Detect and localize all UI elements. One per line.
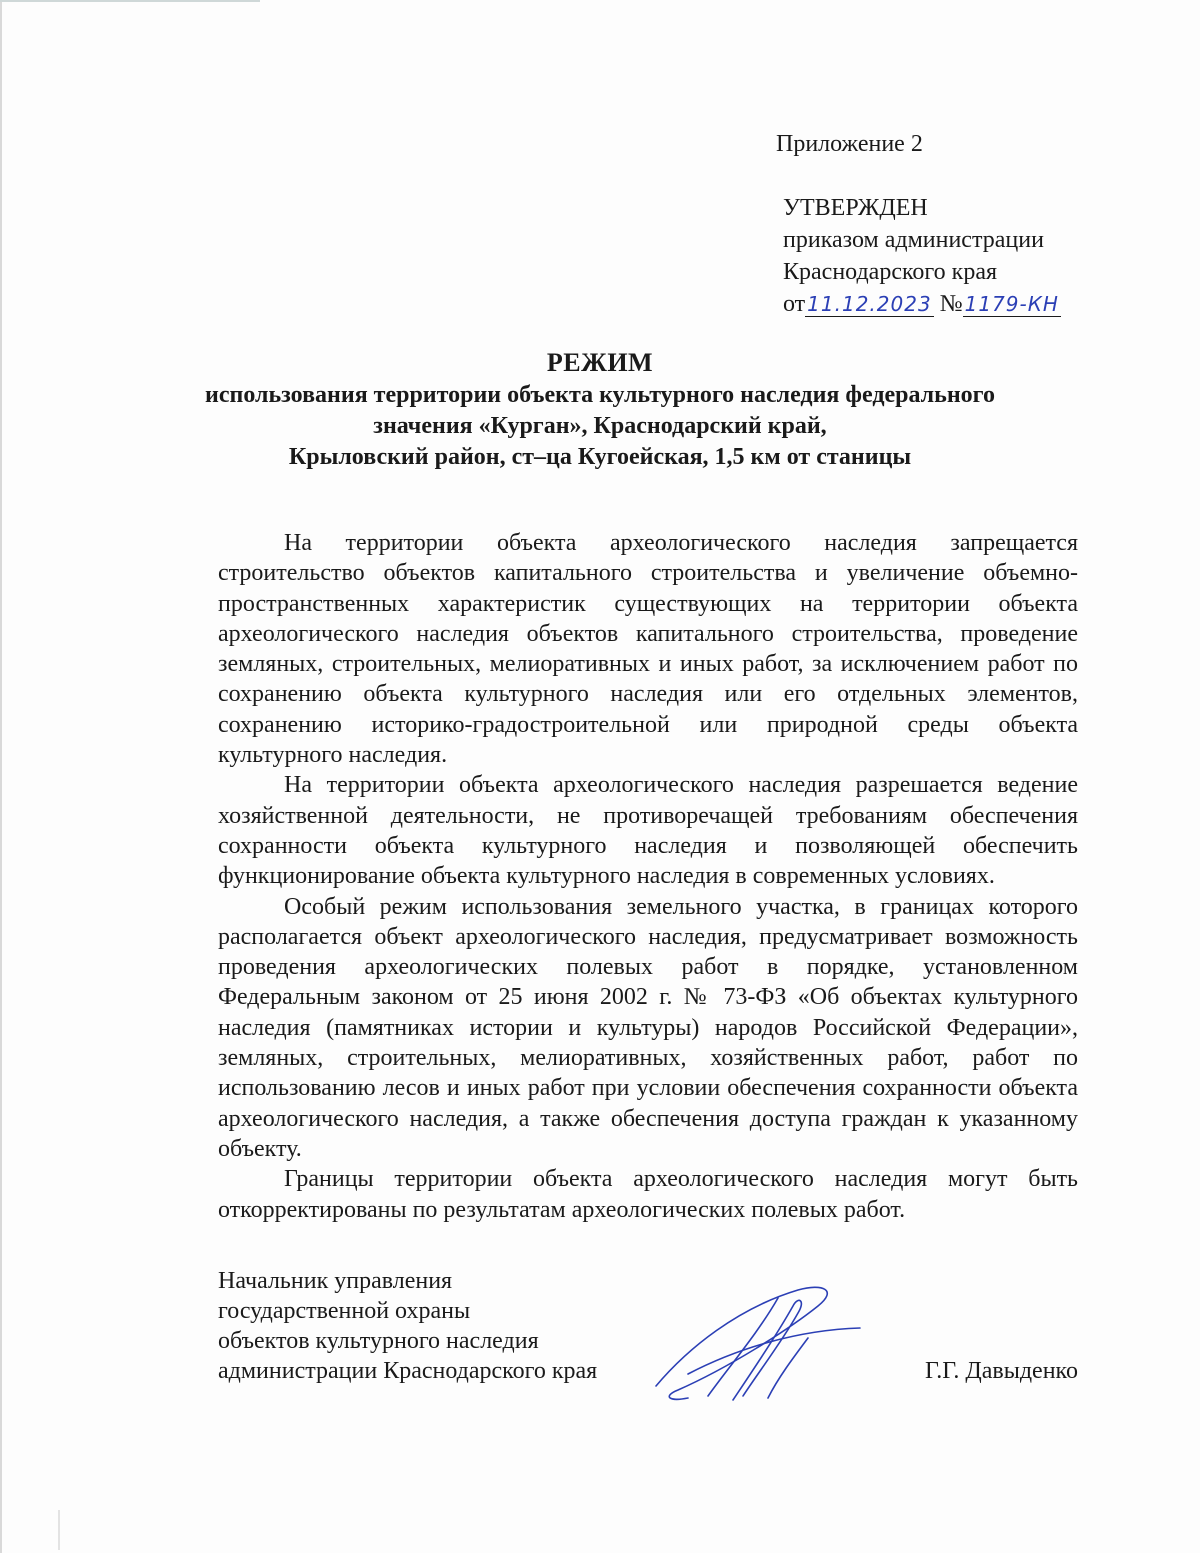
title-line-2: значения «Курган», Краснодарский край, <box>373 413 827 439</box>
signer-position <box>218 1266 597 1386</box>
position-line-1: Начальник управления <box>218 1268 453 1294</box>
signer-name: Г.Г. Давыденко <box>925 1358 1078 1384</box>
body-paragraph-2: На территории объекта археологического наследия разрешается ведение хозяйственной деятельности, не противоречащей требованиям обеспечения сохранности объекта культурного наследия и позволяющей обеспечить функционирование объекта культурного наследия в современных условиях. <box>218 772 1078 890</box>
body-paragraph-4: Границы территории объекта археологического наследия могут быть откорректированы по результатам археологических полевых работ. <box>218 1166 1078 1223</box>
approval-block <box>776 128 1061 320</box>
approval-line-1: приказом администрации <box>783 227 1044 253</box>
annex-label: Приложение 2 <box>776 131 923 157</box>
body-paragraph-1: На территории объекта археологического наследия запрещается строительство объектов капитального строительства и увеличение объемно-пространственных характеристик существующих на территории объекта археологического наследия объектов капитального строительства, проведение земляных, строительных, мелиоративных и иных работ, за исключением работ по сохранению объекта культурного наследия или его отдельных элементов, сохранению историко-градостроительной или природной среды объекта культурного наследия. <box>218 530 1078 769</box>
position-line-3: объектов культурного наследия <box>218 1328 539 1354</box>
number-prefix: № <box>939 291 963 317</box>
position-line-4: администрации Краснодарского края <box>218 1358 598 1384</box>
order-number: 1179-КН <box>964 292 1059 316</box>
approved-stamp-text: УТВЕРЖДЕН <box>783 195 928 221</box>
scan-edge <box>0 0 2 1553</box>
handwritten-signature <box>648 1278 868 1408</box>
document-body <box>218 528 1078 1225</box>
approval-date-line <box>783 288 1061 320</box>
signature-block <box>218 1266 1078 1416</box>
document-title <box>200 347 1000 473</box>
approval-line-2: Краснодарского края <box>783 259 998 285</box>
body-paragraph-3: Особый режим использования земельного участка, в границах которого располагается объект археологического наследия, предусматривает возможность проведения археологических полевых работ в порядке, установленном Федеральным законом от 25 июня 2002 г. № 73-ФЗ «Об объектах культурного наследия (памятниках истории и культуры) народов Российской Федерации», земляных, строительных, мелиоративных, хозяйственных работ, работ по использованию лесов и иных работ при условии обеспечения сохранности объекта археологического наследия, а также обеспечения доступа граждан к указанному объекту. <box>218 893 1078 1162</box>
title-main: РЕЖИМ <box>546 348 654 377</box>
title-line-3: Крыловский район, ст–ца Кугоейская, 1,5 км от станицы <box>288 444 912 470</box>
order-date: 11.12.2023 <box>807 292 932 316</box>
scan-artifact <box>58 1510 60 1550</box>
scan-top-edge <box>0 0 260 2</box>
date-prefix: от <box>783 291 806 317</box>
position-line-2: государственной охраны <box>218 1298 471 1324</box>
title-line-1: использования территории объекта культурного наследия федерального <box>205 382 995 408</box>
